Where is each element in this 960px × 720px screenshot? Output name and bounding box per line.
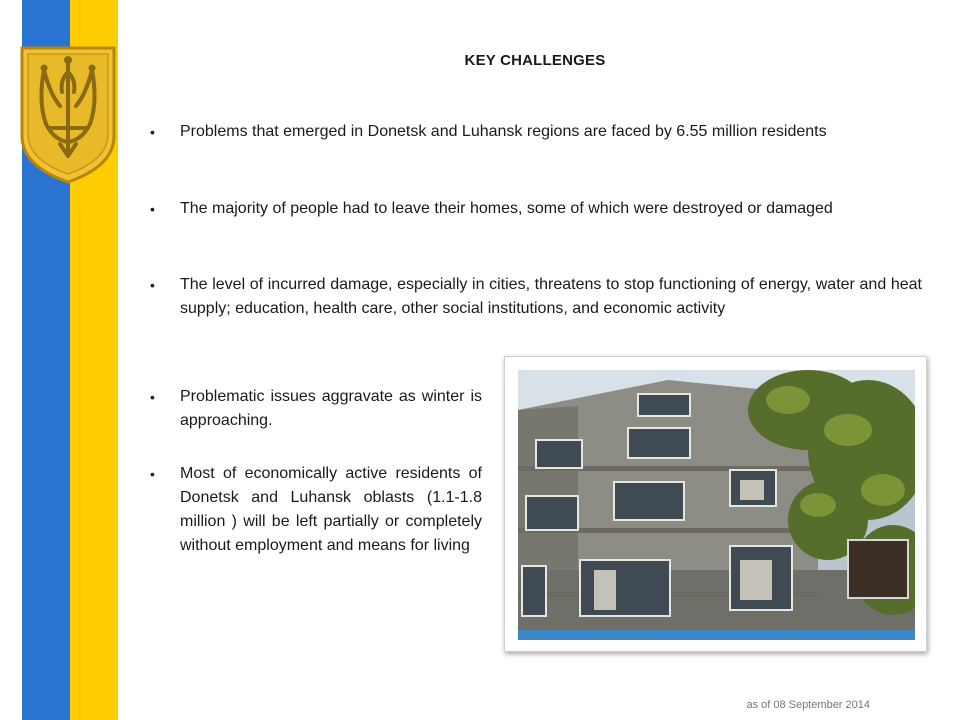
bullet-text: Problematic issues aggravate as winter is approaching. xyxy=(180,388,482,429)
date-footnote: as of 08 September 2014 xyxy=(746,699,870,711)
bullet-text: Problems that emerged in Donetsk and Luhansk regions are faced by 6.55 million residents xyxy=(180,123,827,140)
bullet-text: The majority of people had to leave their homes, some of which were destroyed or damaged xyxy=(180,200,833,217)
bullet-homes xyxy=(150,197,922,221)
bullet-dot: • xyxy=(150,389,155,405)
bullet-text: The level of incurred damage, especially in cities, threatens to stop functioning of energy, water and heat supply; education, health care, other social institutions, and economic activity xyxy=(180,276,922,317)
bullet-damage xyxy=(150,273,922,321)
slide-title: KEY CHALLENGES xyxy=(464,52,606,69)
trident-emblem-icon xyxy=(16,44,120,186)
bullet-text: Most of economically active residents of Donetsk and Luhansk oblasts (1.1-1.8 million ) will be left partially or completely without employment and means for living xyxy=(180,465,482,554)
bullet-dot: • xyxy=(150,277,155,293)
bullet-dot: • xyxy=(150,201,155,217)
photo-frame xyxy=(504,356,927,652)
bullet-employment xyxy=(150,462,482,558)
damaged-building-photo xyxy=(518,370,915,640)
bullet-winter xyxy=(150,385,482,433)
bullet-dot: • xyxy=(150,466,155,482)
bullet-residents xyxy=(150,120,922,144)
bullet-dot: • xyxy=(150,124,155,140)
